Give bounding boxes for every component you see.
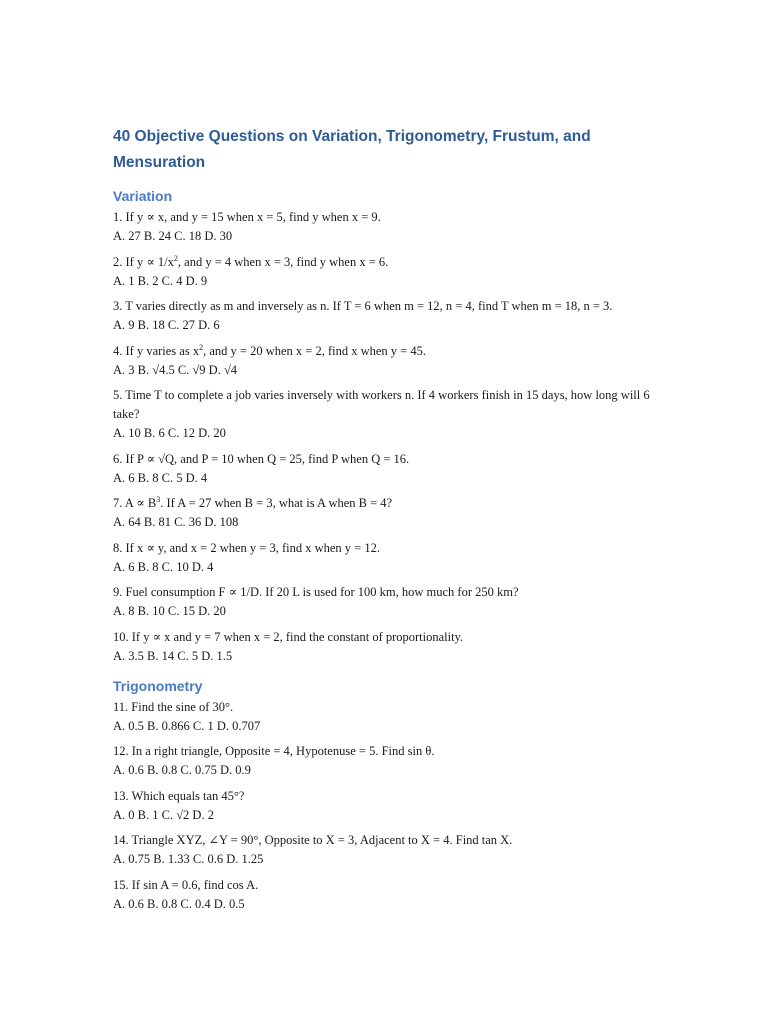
question-options: A. 3.5 B. 14 C. 5 D. 1.5 bbox=[113, 648, 233, 663]
superscript: 2 bbox=[173, 253, 178, 263]
question-options: A. 0.6 B. 0.8 C. 0.4 D. 0.5 bbox=[113, 896, 245, 911]
question-10 bbox=[113, 628, 658, 666]
question-5 bbox=[113, 386, 658, 443]
question-options: A. 64 B. 81 C. 36 D. 108 bbox=[113, 515, 239, 529]
question-text: 5. Time T to complete a job varies inversely with workers n. If 4 workers finish in 15 days, how long will 6 take? bbox=[113, 388, 650, 421]
question-list bbox=[113, 208, 658, 666]
question-options: A. 27 B. 24 C. 18 D. 30 bbox=[113, 229, 233, 243]
question-text: 15. If sin A = 0.6, find cos A. bbox=[113, 877, 259, 892]
question-options: A. 0 B. 1 C. √2 D. 2 bbox=[113, 807, 214, 822]
document-page bbox=[113, 124, 658, 920]
question-options: A. 0.5 B. 0.866 C. 1 D. 0.707 bbox=[113, 718, 261, 733]
question-text: 4. If y varies as $x^2$, and y = 20 when x = 2, find x when y = 45. bbox=[113, 342, 426, 358]
question-options: A. 6 B. 8 C. 10 D. 4 bbox=[113, 559, 214, 574]
question-text: 9. Fuel consumption F ∝ 1/D. If 20 L is used for 100 km, how much for 250 km? bbox=[113, 585, 519, 599]
question-14 bbox=[113, 831, 658, 869]
question-text: 3. T varies directly as m and inversely as n. If T = 6 when m = 12, n = 4, find T when m = 18, n = 3. bbox=[113, 299, 613, 313]
question-options: A. 0.75 B. 1.33 C. 0.6 D. 1.25 bbox=[113, 852, 264, 866]
question-text: 10. If y ∝ x and y = 7 when x = 2, find the constant of proportionality. bbox=[113, 629, 464, 644]
section-heading-variation: Variation bbox=[113, 188, 173, 204]
section-heading-trigonometry: Trigonometry bbox=[113, 677, 203, 694]
question-6 bbox=[113, 450, 658, 488]
question-1 bbox=[113, 208, 658, 246]
question-9 bbox=[113, 583, 658, 621]
variation-section bbox=[113, 186, 658, 666]
question-options: A. 0.6 B. 0.8 C. 0.75 D. 0.9 bbox=[113, 763, 251, 777]
question-12 bbox=[113, 742, 658, 780]
question-text: 1. If y ∝ x, and y = 15 when x = 5, find y when x = 9. bbox=[113, 210, 381, 224]
trigonometry-section bbox=[113, 676, 658, 914]
question-7 bbox=[113, 494, 658, 532]
question-8 bbox=[113, 539, 658, 577]
question-text: 11. Find the sine of 30°. bbox=[113, 699, 234, 714]
question-list bbox=[113, 698, 658, 914]
question-options: A. 10 B. 6 C. 12 D. 20 bbox=[113, 426, 226, 440]
question-text: 8. If x ∝ y, and x = 2 when y = 3, find x when y = 12. bbox=[113, 540, 380, 555]
question-text: 13. Which equals tan 45°? bbox=[113, 788, 245, 803]
question-text: 12. In a right triangle, Opposite = 4, Hypotenuse = 5. Find sin θ. bbox=[113, 744, 435, 758]
question-15 bbox=[113, 876, 658, 914]
question-text: 14. Triangle XYZ, ∠Y = 90°, Opposite to X = 3, Adjacent to X = 4. Find tan X. bbox=[113, 833, 513, 847]
question-options: A. 8 B. 10 C. 15 D. 20 bbox=[113, 604, 226, 618]
question-text: 7. $A \propto B^3$. If A = 27 when B = 3, what is A when B = 4? bbox=[113, 495, 393, 510]
question-11 bbox=[113, 698, 658, 736]
question-3 bbox=[113, 297, 658, 335]
question-options: A. 1 B. 2 C. 4 D. 9 bbox=[113, 273, 208, 288]
question-options: A. 9 B. 18 C. 27 D. 6 bbox=[113, 318, 220, 332]
question-text: 2. If $y \propto 1/x^2$, and y = 4 when x = 3, find y when x = 6. bbox=[113, 253, 389, 269]
question-13 bbox=[113, 787, 658, 825]
document-title: 40 Objective Questions on Variation, Trigonometry, Frustum, and Mensuration bbox=[113, 128, 591, 171]
question-options: A. 3 B. √4.5 C. √9 D. √4 bbox=[113, 362, 238, 377]
question-4 bbox=[113, 342, 658, 380]
question-2 bbox=[113, 253, 658, 291]
question-options: A. 6 B. 8 C. 5 D. 4 bbox=[113, 470, 208, 485]
question-text: 6. If P ∝ √Q, and P = 10 when Q = 25, find P when Q = 16. bbox=[113, 451, 410, 466]
superscript: 3 bbox=[156, 495, 161, 504]
superscript: 2 bbox=[199, 342, 204, 352]
